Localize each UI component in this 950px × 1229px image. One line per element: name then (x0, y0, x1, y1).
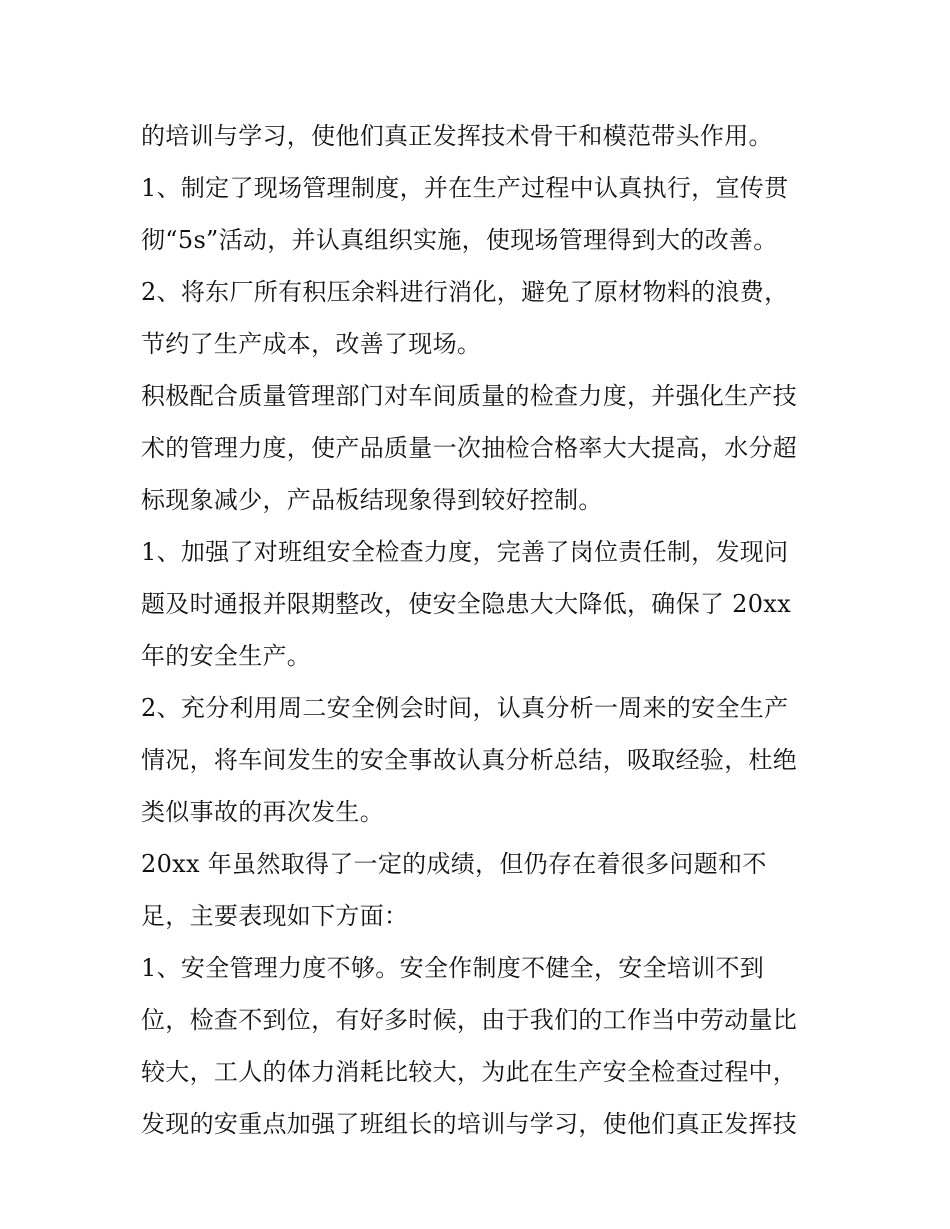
text-line: 足，主要表现如下方面： (141, 902, 409, 930)
text-line: 的培训与学习，使他们真正发挥技术骨干和模范带头作用。 (141, 122, 773, 150)
text-line: 类似事故的再次发生。 (141, 798, 384, 826)
text-line: 彻“5s”活动，并认真组织实施，使现场管理得到大的改善。 (141, 226, 778, 254)
text-line: 1、安全管理力度不够。安全作制度不健全，安全培训不到 (141, 954, 765, 982)
text-line: 积极配合质量管理部门对车间质量的检查力度，并强化生产技 (141, 382, 798, 410)
text-line: 情况，将车间发生的安全事故认真分析总结，吸取经验，杜绝 (141, 746, 798, 774)
text-line: 节约了生产成本，改善了现场。 (141, 330, 482, 358)
text-line: 2、充分利用周二安全例会时间，认真分析一周来的安全生产 (141, 694, 789, 722)
text-line: 1、制定了现场管理制度，并在生产过程中认真执行，宣传贯 (141, 174, 789, 202)
text-line: 位，检查不到位，有好多时候，由于我们的工作当中劳动量比 (141, 1006, 798, 1034)
document-body (141, 110, 821, 1150)
text-line: 20xx 年虽然取得了一定的成绩，但仍存在着很多问题和不 (141, 850, 767, 878)
text-line: 年的安全生产。 (141, 642, 312, 670)
text-line: 2、将东厂所有积压余料进行消化，避免了原材物料的浪费， (141, 278, 789, 306)
text-line: 标现象减少，产品板结现象得到较好控制。 (141, 486, 603, 514)
text-line: 题及时通报并限期整改，使安全隐患大大降低，确保了 20xx (141, 590, 791, 618)
text-line: 较大，工人的体力消耗比较大，为此在生产安全检查过程中， (141, 1058, 798, 1086)
text-line: 1、加强了对班组安全检查力度，完善了岗位责任制，发现问 (141, 538, 789, 566)
text-line: 发现的安重点加强了班组长的培训与学习，使他们真正发挥技 (141, 1110, 798, 1138)
text-line: 术的管理力度，使产品质量一次抽检合格率大大提高，水分超 (141, 434, 798, 462)
